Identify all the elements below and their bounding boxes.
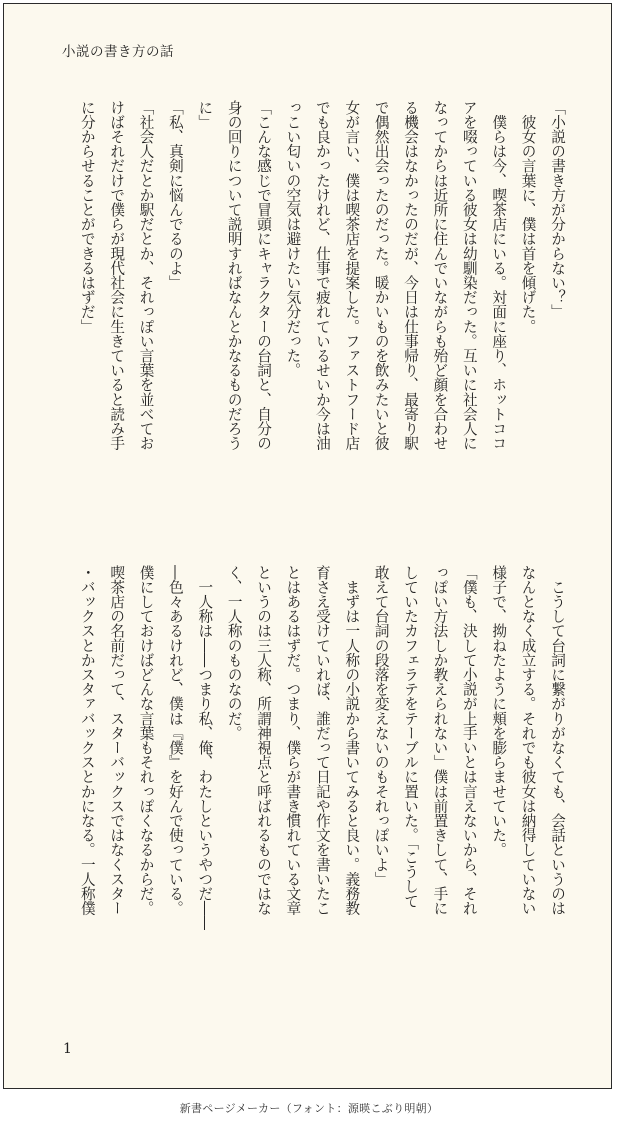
text-column: ・バックスとかスタァバックスとかになる。一人称僕 [78, 565, 96, 916]
text-block-top [72, 100, 572, 540]
text-column: 「こんな感じで冒頭にキャラクターの台詞と、自分の [255, 100, 273, 451]
text-column: でも良かったけれど、仕事で疲れているせいか今は油 [313, 100, 331, 451]
text-column: なってからは近所に住んでいながらも殆ど顔を合わせ [431, 100, 449, 451]
text-column: 様子で、拗ねたように頬を膨らませていた。 [490, 565, 508, 857]
text-column: まずは一人称の小説から書いてみると良い。義務教 [343, 565, 361, 916]
text-column: 女が言い、僕は喫茶店を提案した。ファストフード店 [343, 100, 361, 451]
book-page [3, 3, 612, 1089]
text-column: 一人称は――つまり私、俺、わたしというやつだ―― [196, 565, 214, 930]
text-column: 僕にしておけばどんな言葉もそれっぽくなるからだ。 [137, 565, 155, 916]
text-column: けばそれだけで僕らが現代社会に生きていると読み手 [108, 100, 126, 451]
text-column: 育さえ受けていれば、誰だって日記や作文を書いたこ [313, 565, 331, 916]
text-column: 「僕も、決して小説が上手いとは言えないから、それ [460, 565, 478, 916]
text-column: アを啜っている彼女は幼馴染だった。互いに社会人に [460, 100, 478, 451]
text-column: 「小説の書き方が分からない？」 [549, 100, 566, 319]
text-column: っぽい方法しか教えられない」僕は前置きして、手に [431, 565, 449, 916]
text-column: 喫茶店の名前だって、スターバックスではなくスター [108, 565, 126, 916]
text-block-bottom [72, 565, 572, 1005]
text-column: していたカフェラテをテーブルに置いた。「こうして [402, 565, 420, 909]
text-column: 身の回りについて説明すればなんとかなるものだろう [225, 100, 243, 451]
text-column: に」 [196, 100, 214, 130]
page-number: 1 [63, 1041, 72, 1057]
text-column: なんとなく成立する。それでも彼女は納得していない [519, 565, 537, 916]
running-header-title: 小説の書き方の話 [62, 44, 174, 60]
text-column: 「社会人だとか駅だとか、それっぽい言葉を並べてお [137, 100, 155, 451]
text-column: っこい匂いの空気は避けたい気分だった。 [284, 100, 302, 378]
text-column: く、一人称のものなのだ。 [225, 565, 243, 741]
text-column: 「私、真剣に悩んでるのよ」 [166, 100, 184, 290]
text-column: こうして台詞に繋がりがなくても、会話というのは [549, 565, 566, 916]
text-column: ―色々あるけれど、僕は『僕』を好んで使っている。 [166, 565, 184, 916]
text-column: 敢えて台詞の段落を変えないのもそれっぽいよ」 [372, 565, 390, 887]
text-column: で偶然出会ったのだった。暖かいものを飲みたいと彼 [372, 100, 390, 451]
text-column: る機会はなかったのだが、今日は仕事帰り、最寄り駅 [402, 100, 420, 451]
text-column: 彼女の言葉に、僕は首を傾げた。 [519, 100, 537, 334]
text-column: 僕らは今、喫茶店にいる。対面に座り、ホットココ [490, 100, 508, 451]
text-column: というのは三人称、所謂神視点と呼ばれるものではな [255, 565, 273, 916]
footer-credit: 新書ページメーカー（フォント：源暎こぶり明朝） [179, 1102, 439, 1115]
text-column: に分からせることができるはずだ」 [78, 100, 96, 334]
text-column: とはあるはずだ。つまり、僕らが書き慣れている文章 [284, 565, 302, 916]
